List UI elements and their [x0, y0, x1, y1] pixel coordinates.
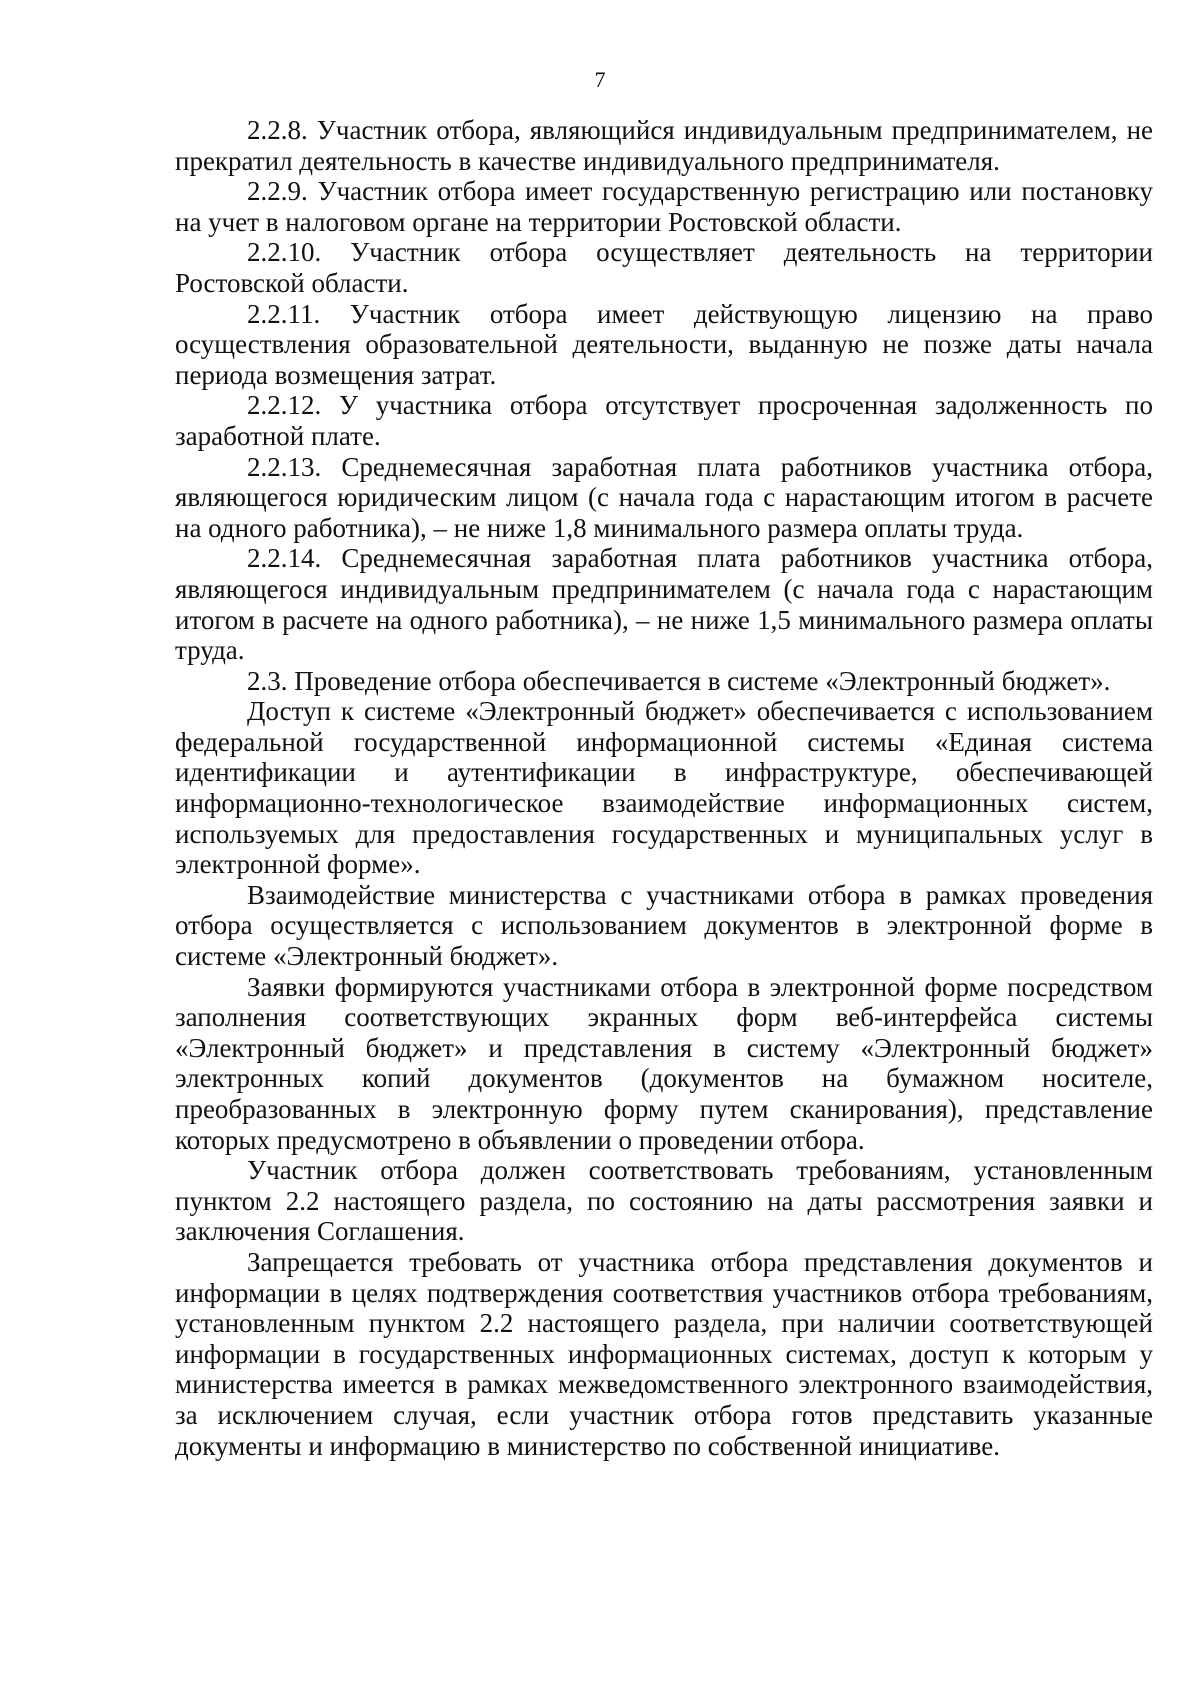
document-body	[175, 115, 1153, 1461]
paragraph-applications: Заявки формируются участниками отбора в электронной форме посредством заполнения соответствующих экранных форм веб-интерфейса системы «Электронный бюджет» и представления в систему «Электронный бюджет» электронных копий документов (документов на бумажном носителе, преобразованных в электронную форму путем сканирования), представление которых предусмотрено в объявлении о проведении отбора.	[175, 971, 1153, 1155]
paragraph-access: Доступ к системе «Электронный бюджет» обеспечивается с использованием федеральной государственной информационной системы «Единая система идентификации и аутентификации в инфраструктуре, обеспечивающей информационно-технологическое взаимодействие информационных систем, используемых для предоставления государственных и муниципальных услуг в электронной форме».	[175, 696, 1153, 880]
paragraph-2-2-11: 2.2.11. Участник отбора имеет действующую лицензию на право осуществления образовательной деятельности, выданную не позже даты начала периода возмещения затрат.	[175, 298, 1153, 390]
paragraph-2-2-8: 2.2.8. Участник отбора, являющийся индивидуальным предпринимателем, не прекратил деятельность в качестве индивидуального предпринимателя.	[175, 115, 1153, 176]
page-number: 7	[594, 67, 606, 92]
paragraph-2-2-9: 2.2.9. Участник отбора имеет государственную регистрацию или постановку на учет в налоговом органе на территории Ростовской области.	[175, 176, 1153, 237]
paragraph-interaction: Взаимодействие министерства с участниками отбора в рамках проведения отбора осуществляется с использованием документов в электронной форме в системе «Электронный бюджет».	[175, 879, 1153, 972]
paragraph-2-3: 2.3. Проведение отбора обеспечивается в системе «Электронный бюджет».	[247, 665, 1111, 696]
paragraph-2-2-13: 2.2.13. Среднемесячная заработная плата работников участника отбора, являющегося юридическим лицом (с начала года с нарастающим итогом в расчете на одного работника), – не ниже 1,8 минимального размера оплаты труда.	[175, 451, 1153, 543]
paragraph-compliance: Участник отбора должен соответствовать требованиям, установленным пунктом 2.2 настоящего раздела, по состоянию на даты рассмотрения заявки и заключения Соглашения.	[175, 1155, 1153, 1247]
paragraph-2-2-14: 2.2.14. Среднемесячная заработная плата работников участника отбора, являющегося индивидуальным предпринимателем (с начала года с нарастающим итогом в расчете на одного работника), – не ниже 1,5 минимального размера оплаты труда.	[175, 543, 1153, 666]
paragraph-2-2-10: 2.2.10. Участник отбора осуществляет деятельность на территории Ростовской области.	[175, 237, 1153, 298]
paragraph-2-2-12: 2.2.12. У участника отбора отсутствует просроченная задолженность по заработной плате.	[175, 390, 1153, 451]
paragraph-prohibition: Запрещается требовать от участника отбора представления документов и информации в целях подтверждения соответствия участников отбора требованиям, установленным пунктом 2.2 настоящего раздела, при наличии соответствующей информации в государственных информационных системах, доступ к которым у министерства имеется в рамках межведомственного электронного взаимодействия, за исключением случая, если участник отбора готов представить указанные документы и информацию в министерство по собственной инициативе.	[175, 1246, 1153, 1461]
